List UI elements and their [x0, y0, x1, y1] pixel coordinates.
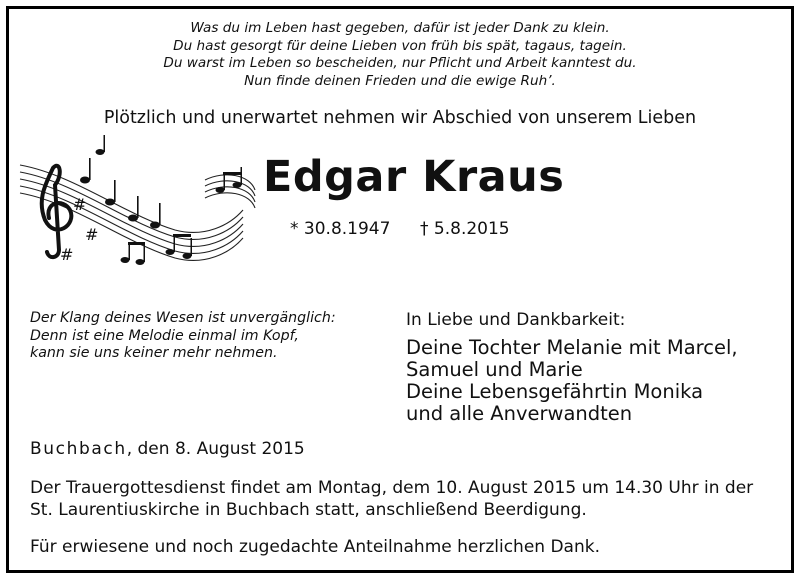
birth-date: * 30.8.1947: [290, 219, 391, 239]
intro-text: Plötzlich und unerwartet nehmen wir Abschied von unserem Lieben: [103, 108, 697, 128]
mourner-line: und alle Anverwandten: [406, 402, 633, 425]
death-date: † 5.8.2015: [420, 219, 510, 239]
mourner-line: Samuel und Marie: [406, 358, 583, 381]
svg-text:#: #: [85, 225, 99, 244]
mourners-list: [406, 337, 738, 425]
service-info: [30, 478, 753, 521]
poem: [0, 20, 800, 90]
quote-line: kann sie uns keiner mehr nehmen.: [30, 345, 278, 361]
poem-line: Was du im Leben hast gegeben, dafür ist jeder Dank zu klein.: [190, 20, 610, 36]
place-town: Buchbach: [30, 439, 127, 459]
quote-line: Der Klang deines Wesen ist unvergänglich:: [30, 310, 336, 326]
quote: [30, 310, 336, 363]
mourner-line: Deine Tochter Melanie mit Marcel,: [406, 336, 738, 359]
poem-line: Du warst im Leben so bescheiden, nur Pflicht und Arbeit kanntest du.: [163, 55, 637, 72]
service-line: Der Trauergottesdienst findet am Montag, dem 10. August 2015 um 14.30 Uhr in der: [30, 478, 754, 498]
quote-line: Denn ist eine Melodie einmal im Kopf,: [30, 327, 299, 344]
music-notes-icon: [15, 130, 260, 280]
service-line: St. Laurentiuskirche in Buchbach statt, anschließend Beerdigung.: [30, 499, 587, 520]
poem-line: Nun finde deinen Frieden und die ewige Ruh’.: [244, 72, 556, 89]
place-date: [30, 439, 305, 459]
svg-text:#: #: [60, 245, 74, 264]
deceased-name: Edgar Kraus: [263, 152, 565, 202]
svg-text:#: #: [73, 195, 87, 214]
poem-line: Du hast gesorgt für deine Lieben von früh bis spät, tagaus, tagein.: [173, 37, 627, 54]
closing-thanks: Für erwiesene und noch zugedachte Anteilnahme herzlichen Dank.: [30, 537, 600, 557]
place-date-text: , den 8. August 2015: [126, 439, 305, 459]
mourner-line: Deine Lebensgefährtin Monika: [406, 380, 704, 403]
mourners-intro: In Liebe und Dankbarkeit:: [406, 310, 626, 330]
